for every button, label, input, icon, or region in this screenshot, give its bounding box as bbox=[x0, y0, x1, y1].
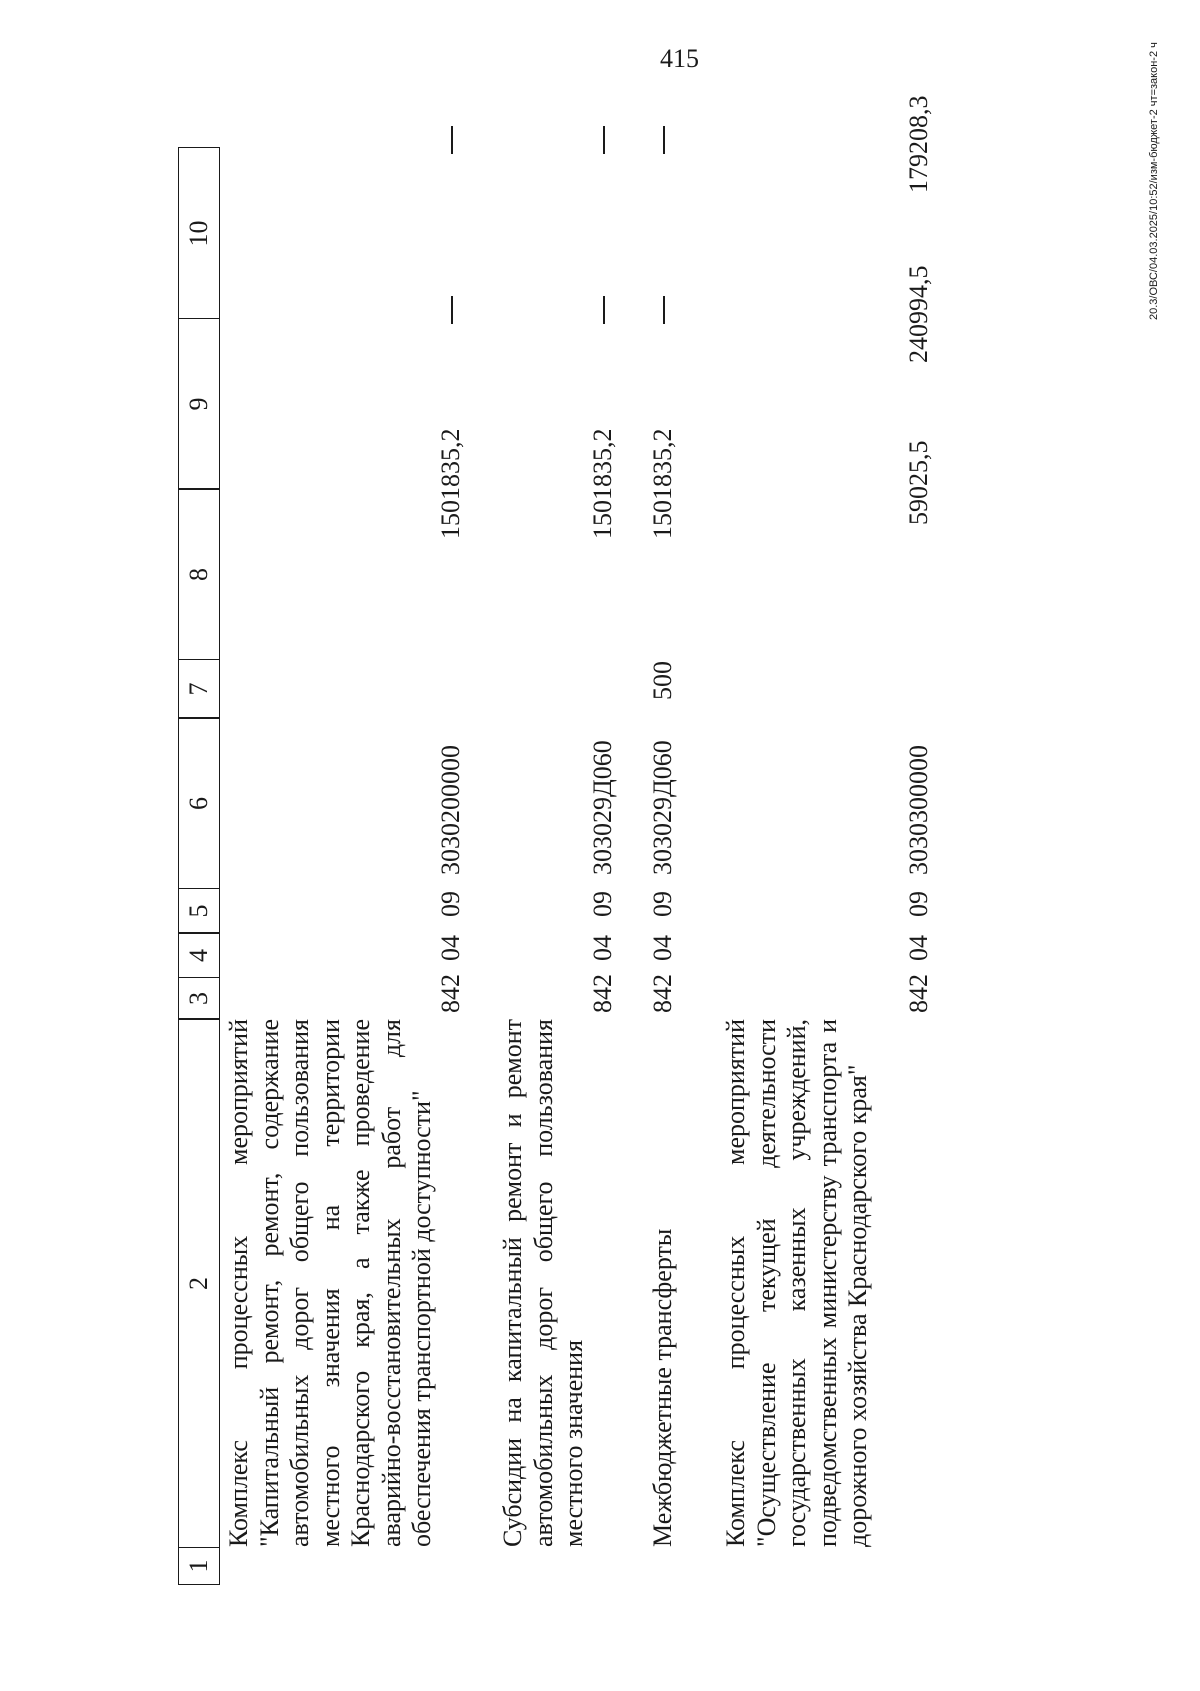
cell-col-9: 240994,5 bbox=[904, 265, 933, 363]
cell-col-6: 303029Д060 bbox=[648, 740, 677, 875]
header-col-2: 2 bbox=[178, 1019, 220, 1549]
document-code: 20.3/ОВС/04.03.2025/10:52/изм-бюджет-2 чт=закон-2 ч bbox=[1148, 42, 1160, 320]
cell-col-4: 04 bbox=[904, 935, 933, 961]
cell-col-5: 09 bbox=[904, 891, 933, 917]
header-col-7: 7 bbox=[178, 659, 220, 719]
header-col-3: 3 bbox=[178, 977, 220, 1020]
cell-col-8: 1501835,2 bbox=[648, 428, 677, 539]
page-number: 415 bbox=[660, 44, 699, 73]
cell-col-8: 1501835,2 bbox=[436, 428, 465, 539]
header-col-10: 10 bbox=[178, 148, 220, 320]
cell-col-10-dash bbox=[603, 126, 605, 154]
header-col-6: 6 bbox=[178, 718, 220, 890]
cell-col-6: 3030300000 bbox=[904, 745, 933, 875]
cell-col-6: 3030200000 bbox=[436, 745, 465, 875]
cell-col-3: 842 bbox=[588, 974, 617, 1013]
cell-col-8: 59025,5 bbox=[904, 440, 933, 525]
cell-col-5: 09 bbox=[588, 891, 617, 917]
cell-col-3: 842 bbox=[648, 974, 677, 1013]
cell-col-7: 500 bbox=[648, 661, 677, 700]
cell-col-5: 09 bbox=[648, 891, 677, 917]
cell-col-10-dash bbox=[451, 126, 453, 154]
cell-col-9-dash bbox=[663, 296, 665, 324]
cell-col-3: 842 bbox=[436, 974, 465, 1013]
cell-col-8: 1501835,2 bbox=[588, 428, 617, 539]
header-col-8: 8 bbox=[178, 489, 220, 661]
row-description: Субсидии на капитальный ремонт и ремонт автомобильных дорог общего пользования местного значения bbox=[498, 1019, 588, 1547]
cell-col-10: 179208,3 bbox=[904, 95, 933, 193]
cell-col-9-dash bbox=[603, 296, 605, 324]
row-description: Комплекс процессных мероприятий "Капитальный ремонт, ремонт, содержание автомобильных дорог общего пользования местного значения на территории Краснодарского края, а также проведение аварийно-восстановительных работ для обеспечения транспортной доступности" bbox=[224, 1019, 436, 1547]
cell-col-4: 04 bbox=[436, 935, 465, 961]
row-description: Комплекс процессных мероприятий "Осуществление текущей деятельности государственных казенных учреждений, подведомственных министерству транспорта и дорожного хозяйства Краснодарского края" bbox=[721, 1019, 872, 1547]
header-col-1: 1 bbox=[178, 1547, 220, 1585]
cell-col-9-dash bbox=[451, 296, 453, 324]
cell-col-6: 303029Д060 bbox=[588, 740, 617, 875]
header-col-4: 4 bbox=[178, 933, 220, 979]
budget-table bbox=[178, 95, 1008, 1585]
table-header bbox=[178, 148, 220, 1586]
cell-col-10-dash bbox=[663, 126, 665, 154]
header-col-5: 5 bbox=[178, 888, 220, 934]
header-col-9: 9 bbox=[178, 318, 220, 490]
cell-col-4: 04 bbox=[588, 935, 617, 961]
cell-col-5: 09 bbox=[436, 891, 465, 917]
cell-col-4: 04 bbox=[648, 935, 677, 961]
cell-col-3: 842 bbox=[904, 974, 933, 1013]
row-description: Межбюджетные трансферты bbox=[648, 1228, 677, 1547]
